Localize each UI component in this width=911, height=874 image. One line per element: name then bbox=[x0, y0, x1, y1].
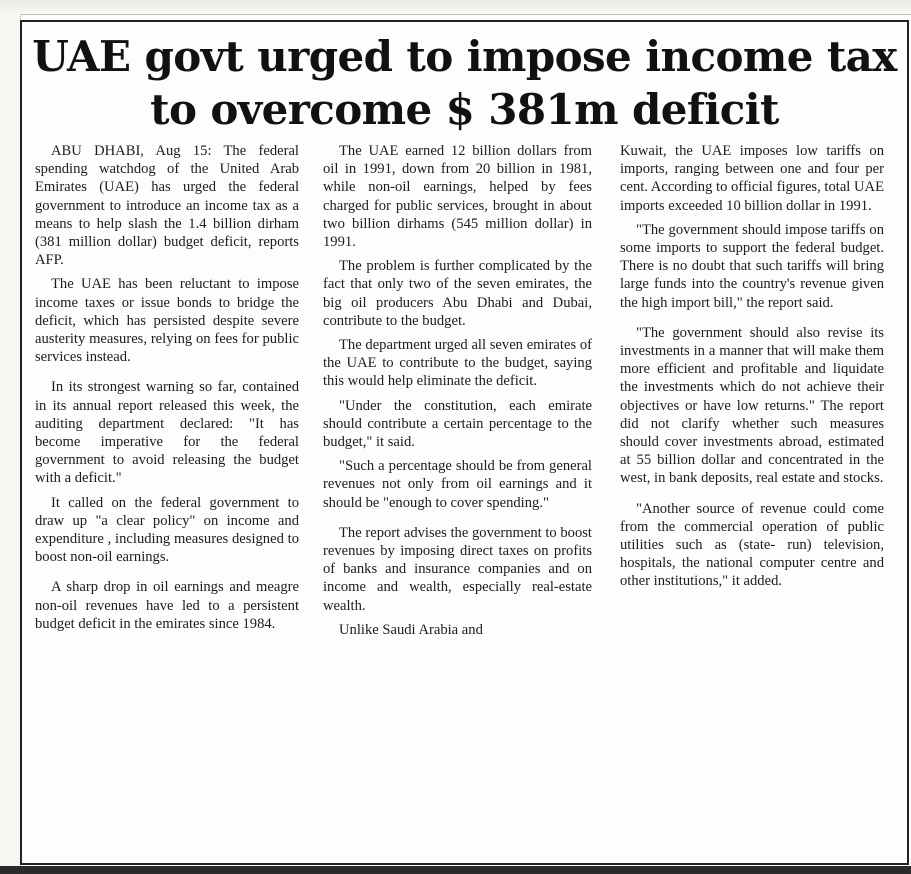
article-column-3 bbox=[620, 142, 884, 597]
paragraph: It called on the federal government to draw up "a clear policy" on income and expenditure , including measures designed to boost non-oil earnings. bbox=[35, 494, 299, 566]
next-clipping-edge bbox=[0, 866, 911, 874]
paragraph: The UAE has been reluctant to impose income taxes or issue bonds to bridge the deficit, which has persisted despite severe austerity measures, relying on fees for public services instead. bbox=[35, 276, 299, 366]
paragraph: The problem is further complicated by the fact that only two of the seven emirates, the big oil producers Abu Dhabi and Dubai, contribute to the budget. bbox=[323, 258, 592, 329]
paragraph: "Under the constitution, each emirate should contribute a certain percentage to the budget," it said. bbox=[323, 397, 592, 451]
paragraph: The report advises the government to boost revenues by imposing direct taxes on profits of banks and insurance companies and on income and wealth, especially real-estate wealth. bbox=[323, 524, 592, 614]
paragraph: Unlike Saudi Arabia and bbox=[339, 621, 483, 638]
article-headline: UAE govt urged to impose income tax to overcome $ 381m deficit bbox=[32, 32, 897, 134]
paragraph: "Such a percentage should be from general revenues not only from oil earnings and it should be "enough to cover spending." bbox=[323, 458, 592, 511]
article-column-2 bbox=[323, 142, 592, 645]
article-column-1 bbox=[35, 142, 299, 639]
previous-clipping-edge bbox=[0, 0, 911, 15]
paragraph: The UAE earned 12 billion dollars from oil in 1991, down from 20 billion in 1981, while non-oil earnings, helped by fees charged for public services, brought in about two billion dirhams (545 million dollar) in 1991. bbox=[323, 143, 592, 251]
paragraph: A sharp drop in oil earnings and meagre non-oil revenues have led to a persistent budget deficit in the emirates since 1984. bbox=[35, 579, 299, 632]
paragraph: "The government should impose tariffs on some imports to support the federal budget. There is no doubt that such tariffs will bring large funds into the country's revenue given the high import bill," the report said. bbox=[620, 221, 884, 311]
paragraph: In its strongest warning so far, contained in its annual report released this week, the auditing department declared: "It has become imperative for the federal government to avoid releasing the budget with a deficit." bbox=[35, 379, 299, 487]
paragraph: ABU DHABI, Aug 15: The federal spending watchdog of the United Arab Emirates (UAE) has urged the federal government to introduce an income tax as a means to help slash the 1.4 billion dirham (381 million dollar) budget deficit, reports AFP. bbox=[35, 143, 299, 269]
adjacent-column-edge bbox=[0, 14, 21, 874]
article-top-rule bbox=[22, 20, 907, 22]
paragraph: "Another source of revenue could come from the commercial operation of public utilities such as (state- run) television, hospitals, the national computer centre and other institutions," it added. bbox=[620, 500, 884, 590]
paragraph: Kuwait, the UAE imposes low tariffs on imports, ranging between one and four per cent. According to official figures, total UAE imports exceeded 10 billion dollar in 1991. bbox=[620, 143, 884, 214]
paragraph: The department urged all seven emirates of the UAE to contribute to the budget, saying this would help eliminate the deficit. bbox=[323, 337, 592, 390]
paragraph: "The government should also revise its investments in a manner that will make them more efficient and profitable and liquidate the investments which do not achieve their objectives or have low returns." The report did not clarify whether such measures should cover investments abroad, estimated at 55 billion dollar and concentrated in the west, in bank deposits, real estate and stocks. bbox=[620, 324, 884, 487]
